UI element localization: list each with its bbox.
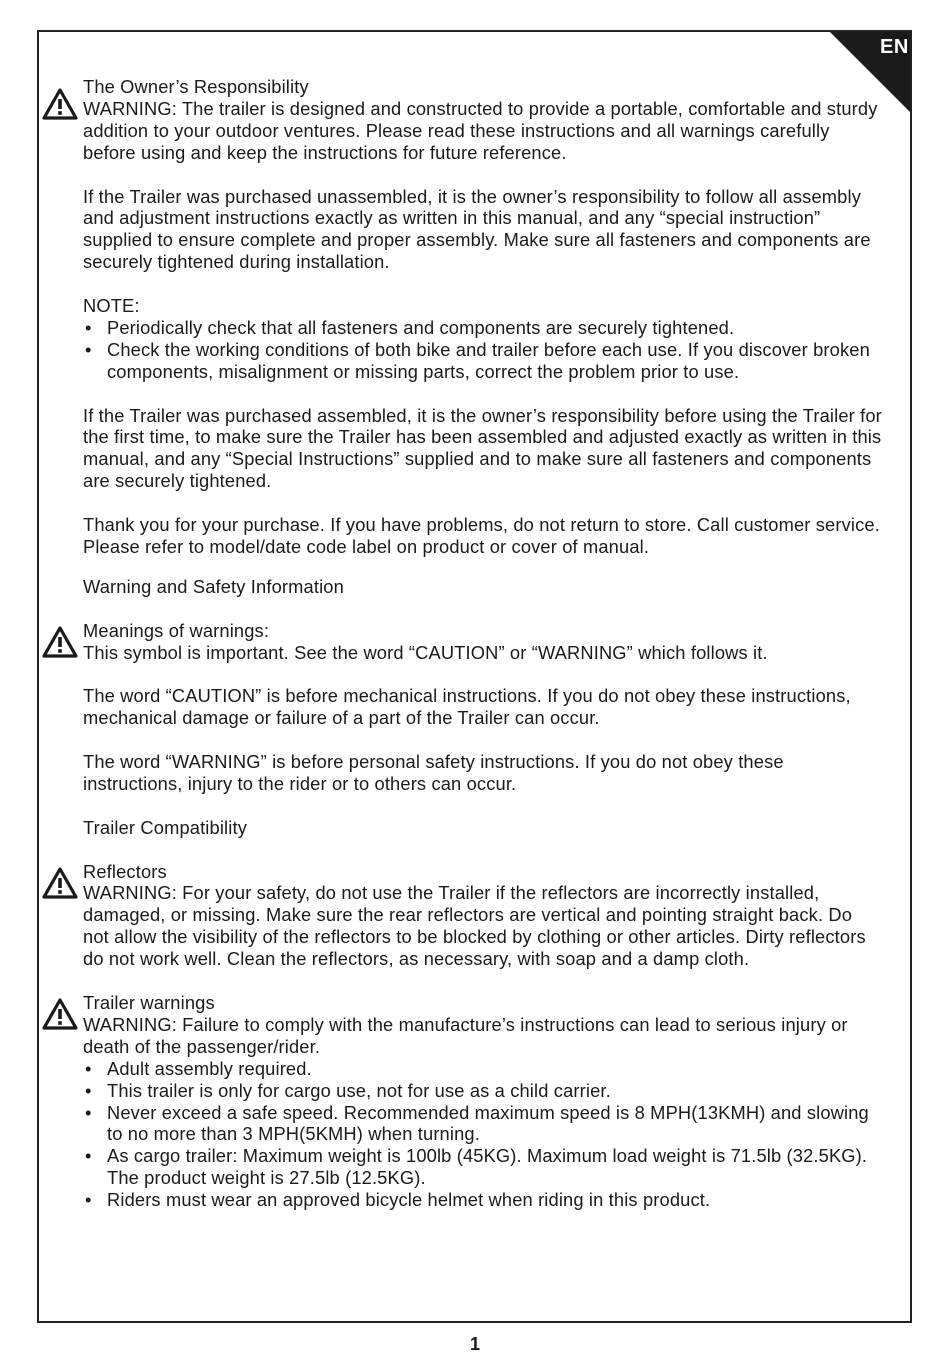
reflectors-heading: Reflectors [83,860,167,882]
assembled-paragraph: If the Trailer was purchased assembled, it is the owner’s responsibility before using the Trailer for the first time, to make sure the Trailer has been assembled and adjusted exactly as written in this manual, and any “Special Instructions” supplied and to make sure all fasteners and components are securely tightened. [83,404,882,492]
list-item: • Check the working conditions of both bike and trailer before each use. If you discover broken components, misalignment or missing parts, correct the problem prior to use. [83,339,883,383]
language-tab-label: EN [880,36,909,58]
safety-heading: Warning and Safety Information [83,575,344,597]
list-item: • As cargo trailer: Maximum weight is 100lb (45KG). Maximum load weight is 71.5lb (32.5KG). The product weight is 27.5lb (12.5KG). [83,1145,883,1189]
reflectors-warning: WARNING: For your safety, do not use the Trailer if the reflectors are incorrectly installed, damaged, or missing. Make sure the rear reflectors are vertical and pointing straight back. Do not allow the visibility of the reflectors to be blocked by clothing or other articles. Dirty reflectors do not work well. Clean the reflectors, as necessary, with soap and a damp cloth. [83,882,866,970]
unassembled-paragraph: If the Trailer was purchased unassembled, it is the owner’s responsibility to follow all assembly and adjustment instructions exactly as written in this manual, and any “special instruction” supplied to ensure complete and proper assembly. Make sure all fasteners and components are securely tightened during installation. [83,185,871,273]
reflectors-section [83,861,883,971]
list-item: • Riders must wear an approved bicycle helmet when riding in this product. [83,1189,883,1211]
trailer-warnings-list [83,1058,883,1211]
symbol-paragraph: This symbol is important. See the word “CAUTION” or “WARNING” which follows it. [83,641,768,663]
warning-word-paragraph: The word “WARNING” is before personal safety instructions. If you do not obey these instructions, injury to the rider or to others can occur. [83,751,784,794]
trailer-warnings-heading: Trailer warnings [83,992,215,1013]
page-number: 1 [469,1334,480,1354]
compatibility-heading: Trailer Compatibility [83,816,247,838]
caution-paragraph: The word “CAUTION” is before mechanical instructions. If you do not obey these instructions, mechanical damage or failure of a part of the Trailer can occur. [83,685,851,729]
owner-warning: WARNING: The trailer is designed and constructed to provide a portable, comfortable and sturdy addition to your outdoor ventures. Please read these instructions and all warnings carefully before using and keep the instructions for future reference. [83,97,878,163]
list-item: • This trailer is only for cargo use, not for use as a child carrier. [83,1080,883,1102]
warning-triangle-icon [42,867,78,899]
thanks-paragraph: Thank you for your purchase. If you have problems, do not return to store. Call customer service. Please refer to model/date code label on product or cover of manual. [83,514,880,557]
list-item: • Periodically check that all fasteners and components are securely tightened. [83,317,883,339]
note-heading: NOTE: [83,295,140,317]
trailer-warnings-section [83,992,883,1211]
warning-triangle-icon [42,998,78,1030]
owner-responsibility-section [83,76,883,164]
meanings-section [83,620,883,664]
warning-triangle-icon [42,88,78,120]
owner-heading: The Owner’s Responsibility [83,76,309,97]
note-list [83,317,883,383]
list-item: • Never exceed a safe speed. Recommended maximum speed is 8 MPH(13KMH) and slowing to no more than 3 MPH(5KMH) when turning. [83,1102,883,1146]
list-item: • Adult assembly required. [83,1058,883,1080]
meanings-heading: Meanings of warnings: [83,619,270,641]
trailer-warnings-warning: WARNING: Failure to comply with the manufacture’s instructions can lead to serious injury or death of the passenger/rider. [83,1013,848,1057]
manual-content [83,76,883,1211]
warning-triangle-icon [42,626,78,658]
